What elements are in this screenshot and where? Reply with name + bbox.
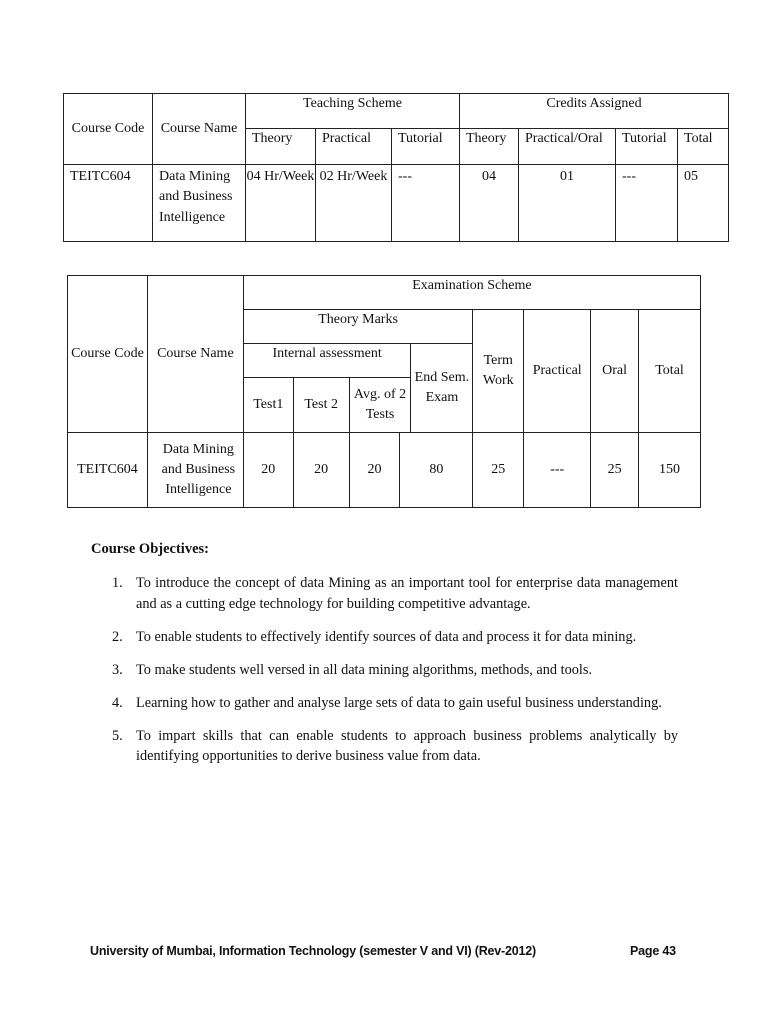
cell-cr-tutorial: --- <box>616 165 678 242</box>
teaching-scheme-table <box>63 93 729 242</box>
objective-text: To make students well versed in all data mining algorithms, methods, and tools. <box>136 661 593 678</box>
header-cr-tutorial: Tutorial <box>616 129 678 165</box>
list-item: 5. To impart skills that can enable students to approach business problems analytically by identifying opportunities to derive business value from data. <box>112 727 678 764</box>
cell-test2: 20 <box>293 433 349 508</box>
header-course-name: Course Name <box>153 94 246 165</box>
header-ts-tutorial: Tutorial <box>392 129 460 165</box>
objective-text: To enable students to effectively identify sources of data and process it for data mining. <box>136 628 637 645</box>
header-examination-scheme: Examination Scheme <box>243 276 700 310</box>
header-avg-tests: Avg. of 2 Tests <box>349 378 411 433</box>
cell-total: 150 <box>639 433 701 508</box>
header-course-code: Course Code <box>68 276 148 433</box>
cell-end-sem: 80 <box>400 433 473 508</box>
header-oral: Oral <box>591 310 639 433</box>
list-item: 3. To make students well versed in all data mining algorithms, methods, and tools. <box>112 661 593 678</box>
header-theory-marks: Theory Marks <box>243 310 473 344</box>
list-item: 2. To enable students to effectively identify sources of data and process it for data mining. <box>112 628 637 645</box>
objectives-title: Course Objectives: <box>91 541 209 557</box>
objective-text: Learning how to gather and analyse large sets of data to gain useful business understanding. <box>136 694 662 711</box>
header-cr-theory: Theory <box>460 129 519 165</box>
cell-ts-tutorial: --- <box>392 165 460 242</box>
header-cr-practical-oral: Practical/Oral <box>519 129 616 165</box>
cell-oral: 25 <box>591 433 639 508</box>
objective-text: To introduce the concept of data Mining as an important tool for enterprise data management and as a cutting edge technology for building competitive advantage. <box>136 575 678 612</box>
cell-course-name: Data Mining and Business Intelligence <box>147 433 243 508</box>
header-course-code: Course Code <box>64 94 153 165</box>
header-internal-assessment: Internal assessment <box>243 344 411 378</box>
cell-course-code: TEITC604 <box>64 165 153 242</box>
cell-term-work: 25 <box>473 433 524 508</box>
header-practical: Practical <box>524 310 591 433</box>
header-teaching-scheme: Teaching Scheme <box>246 94 460 129</box>
objective-text: To impart skills that can enable students to approach business problems analytically by identifying opportunities to derive business value from data. <box>136 727 678 764</box>
cell-ts-practical: 02 Hr/Week <box>316 165 392 242</box>
header-total: Total <box>639 310 701 433</box>
objectives-list <box>90 573 678 779</box>
examination-scheme-table <box>67 275 701 508</box>
table-row <box>64 165 729 242</box>
header-test1: Test1 <box>243 378 293 433</box>
table-row <box>68 433 701 508</box>
header-cr-total: Total <box>678 129 729 165</box>
header-test2: Test 2 <box>293 378 349 433</box>
page-number: Page 43 <box>630 944 676 958</box>
header-course-name: Course Name <box>147 276 243 433</box>
list-item: 1. To introduce the concept of data Mining as an important tool for enterprise data management and as a cutting edge technology for building competitive advantage. <box>112 575 678 612</box>
cell-cr-practical-oral: 01 <box>519 165 616 242</box>
header-credits-assigned: Credits Assigned <box>460 94 729 129</box>
header-end-sem-exam: End Sem. Exam <box>411 344 473 433</box>
cell-course-code: TEITC604 <box>68 433 148 508</box>
cell-practical: --- <box>524 433 591 508</box>
header-term-work: Term Work <box>473 310 524 433</box>
footer-title: University of Mumbai, Information Technology (semester V and VI) (Rev-2012) <box>90 944 536 958</box>
cell-cr-theory: 04 <box>460 165 519 242</box>
cell-ts-theory: 04 Hr/Week <box>246 165 316 242</box>
list-item: 4. Learning how to gather and analyse large sets of data to gain useful business understanding. <box>112 694 662 711</box>
header-ts-theory: Theory <box>246 129 316 165</box>
cell-cr-total: 05 <box>678 165 729 242</box>
cell-course-name: Data Mining and Business Intelligence <box>153 165 246 242</box>
header-ts-practical: Practical <box>316 129 392 165</box>
cell-test1: 20 <box>243 433 293 508</box>
cell-avg: 20 <box>349 433 400 508</box>
